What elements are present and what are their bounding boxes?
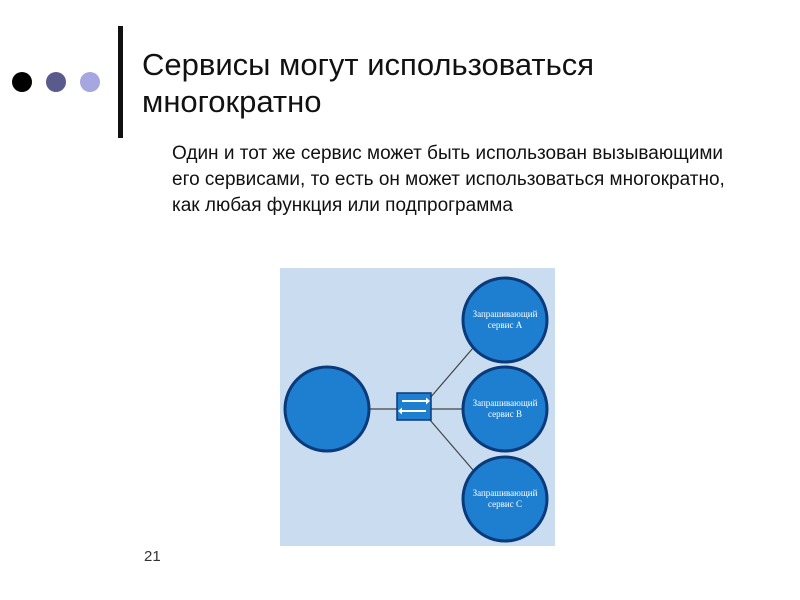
- decorative-dots: [12, 72, 100, 92]
- service-a-label-line2: сервис A: [487, 320, 523, 330]
- requester-service-c: [463, 457, 547, 541]
- title-divider: [118, 26, 123, 138]
- requester-service-b: [463, 367, 547, 451]
- service-b-label-line1: Запрашивающий: [472, 398, 538, 408]
- dot-3: [80, 72, 100, 92]
- diagram-svg: [280, 268, 555, 546]
- requester-service-a: [463, 278, 547, 362]
- service-reuse-diagram: [280, 268, 555, 546]
- provider-service-circle: [285, 367, 369, 451]
- dot-1: [12, 72, 32, 92]
- service-c-label-line1: Запрашивающий: [472, 488, 538, 498]
- service-c-label-line2: сервис C: [488, 499, 522, 509]
- slide-title: Сервисы могут использоваться многократно: [142, 47, 595, 119]
- bidirectional-arrows-icon: [397, 393, 431, 420]
- page-number: 21: [144, 548, 161, 565]
- dot-2: [46, 72, 66, 92]
- bullet-text: Один и тот же сервис может быть использован вызывающими его сервисами, то есть он может использоваться многократно, как любая функция или подпрограмма: [172, 143, 725, 216]
- service-b-label-line2: сервис B: [488, 409, 522, 419]
- service-a-label-line1: Запрашивающий: [472, 309, 538, 319]
